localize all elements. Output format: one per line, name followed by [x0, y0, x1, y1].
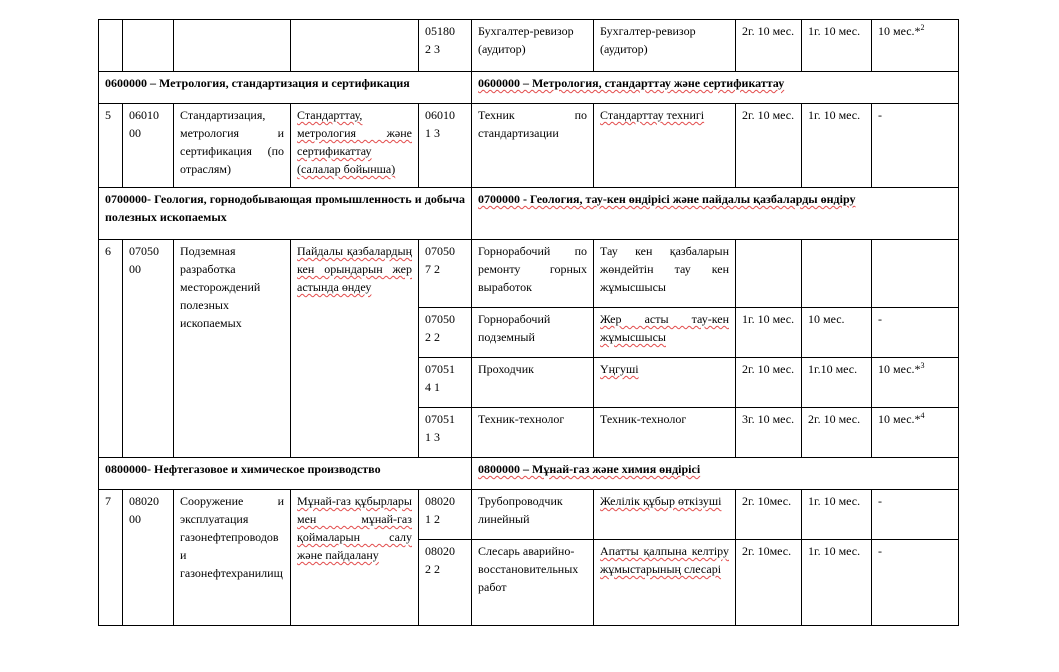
- spec-ru-cell: Подземная разработка месторождений полезных ископаемых: [174, 240, 291, 458]
- qual-code-cell: 07051 4 1: [419, 358, 472, 408]
- term1-cell: 3г. 10 мес.: [736, 408, 802, 458]
- term2-cell: 1г. 10 мес.: [802, 20, 872, 72]
- term2-cell: 1г. 10 мес.: [802, 104, 872, 188]
- spec-kz-cell: [291, 20, 419, 72]
- section-title-kz: 0800000 – Мұнай-газ және химия өндірісі: [472, 458, 959, 490]
- qual-ru-cell: Техник по стандартизации: [472, 104, 594, 188]
- qual-kz-cell: Техник-технолог: [594, 408, 736, 458]
- term1-cell: 1г. 10 мес.: [736, 308, 802, 358]
- term2-cell: 1г. 10 мес.: [802, 490, 872, 540]
- specialties-table: [98, 19, 959, 626]
- num-cell: 7: [99, 490, 123, 626]
- term3-cell: -: [872, 540, 959, 626]
- table-row: [99, 240, 959, 308]
- qual-kz-cell: Жер асты тау-кен жұмысшысы: [594, 308, 736, 358]
- term3-cell: 10 мес.*$^4$: [872, 408, 959, 458]
- section-row: [99, 458, 959, 490]
- qual-code-cell: 07050 7 2: [419, 240, 472, 308]
- term3-cell: 10 мес.*$^3$: [872, 358, 959, 408]
- term1-cell: [736, 240, 802, 308]
- spec-ru-cell: Стандартизация, метрология и сертификация (по отраслям): [174, 104, 291, 188]
- qual-kz-cell: Желілік құбыр өткізуші: [594, 490, 736, 540]
- spec-code-cell: [123, 20, 174, 72]
- qual-code-cell: 05180 2 3: [419, 20, 472, 72]
- spec-code-cell: 08020 00: [123, 490, 174, 626]
- section-title-kz: 0600000 – Метрология, стандарттау және сертификаттау: [472, 72, 959, 104]
- section-title-ru: 0700000- Геология, горнодобывающая промышленность и добыча полезных ископаемых: [99, 188, 472, 240]
- table-row: [99, 104, 959, 188]
- qual-kz-cell: Бухгалтер-ревизор (аудитор): [594, 20, 736, 72]
- qual-ru-cell: Трубопроводчик линейный: [472, 490, 594, 540]
- term1-cell: 2г. 10 мес.: [736, 358, 802, 408]
- term2-cell: 10 мес.: [802, 308, 872, 358]
- qual-ru-cell: Проходчик: [472, 358, 594, 408]
- qual-ru-cell: Горнорабочий подземный: [472, 308, 594, 358]
- qual-ru-cell: Бухгалтер-ревизор (аудитор): [472, 20, 594, 72]
- spec-ru-cell: [174, 20, 291, 72]
- num-cell: 5: [99, 104, 123, 188]
- term3-cell: -: [872, 308, 959, 358]
- term2-cell: [802, 240, 872, 308]
- spec-kz-cell: Пайдалы қазбалардың кен орындарын жер астында өндеу: [291, 240, 419, 458]
- qual-code-cell: 08020 1 2: [419, 490, 472, 540]
- table-row: [99, 490, 959, 540]
- qual-code-cell: 07050 2 2: [419, 308, 472, 358]
- section-title-kz: 0700000 - Геология, тау-кен өндірісі және пайдалы қазбаларды өндіру: [472, 188, 959, 240]
- section-row: [99, 72, 959, 104]
- spec-code-cell: 06010 00: [123, 104, 174, 188]
- spec-kz-cell: Мұнай-газ құбырлары мен мұнай-газ қоймаларын салу және пайдалану: [291, 490, 419, 626]
- term3-cell: [872, 240, 959, 308]
- spec-code-cell: 07050 00: [123, 240, 174, 458]
- term1-cell: 2г. 10 мес.: [736, 104, 802, 188]
- qual-code-cell: 08020 2 2: [419, 540, 472, 626]
- term1-cell: 2г. 10мес.: [736, 540, 802, 626]
- qual-code-cell: 06010 1 3: [419, 104, 472, 188]
- term3-cell: -: [872, 104, 959, 188]
- spec-kz-cell: Стандарттау, метрология және сертификаттау (салалар бойынша): [291, 104, 419, 188]
- term1-cell: 2г. 10мес.: [736, 490, 802, 540]
- term1-cell: 2г. 10 мес.: [736, 20, 802, 72]
- section-row: [99, 188, 959, 240]
- table-row: [99, 20, 959, 72]
- qual-ru-cell: Техник-технолог: [472, 408, 594, 458]
- term2-cell: 1г.10 мес.: [802, 358, 872, 408]
- term3-cell: -: [872, 490, 959, 540]
- qual-kz-cell: Стандарттау технигі: [594, 104, 736, 188]
- qual-code-cell: 07051 1 3: [419, 408, 472, 458]
- qual-kz-cell: Апатты қалпына келтіру жұмыстарының слесарі: [594, 540, 736, 626]
- num-cell: 6: [99, 240, 123, 458]
- section-title-ru: 0800000- Нефтегазовое и химическое производство: [99, 458, 472, 490]
- section-title-ru: 0600000 – Метрология, стандартизация и сертификация: [99, 72, 472, 104]
- qual-ru-cell: Горнорабочий по ремонту горных выработок: [472, 240, 594, 308]
- term3-cell: 10 мес.*$^2$: [872, 20, 959, 72]
- spec-ru-cell: Сооружение и эксплуатация газонефтепроводов и газонефтехранилищ: [174, 490, 291, 626]
- qual-ru-cell: Слесарь аварийно-восстановительных работ: [472, 540, 594, 626]
- qual-kz-cell: Тау кен қазбаларын жөндейтін тау кен жұмысшысы: [594, 240, 736, 308]
- term2-cell: 2г. 10 мес.: [802, 408, 872, 458]
- term2-cell: 1г. 10 мес.: [802, 540, 872, 626]
- qual-kz-cell: Үңгуші: [594, 358, 736, 408]
- num-cell: [99, 20, 123, 72]
